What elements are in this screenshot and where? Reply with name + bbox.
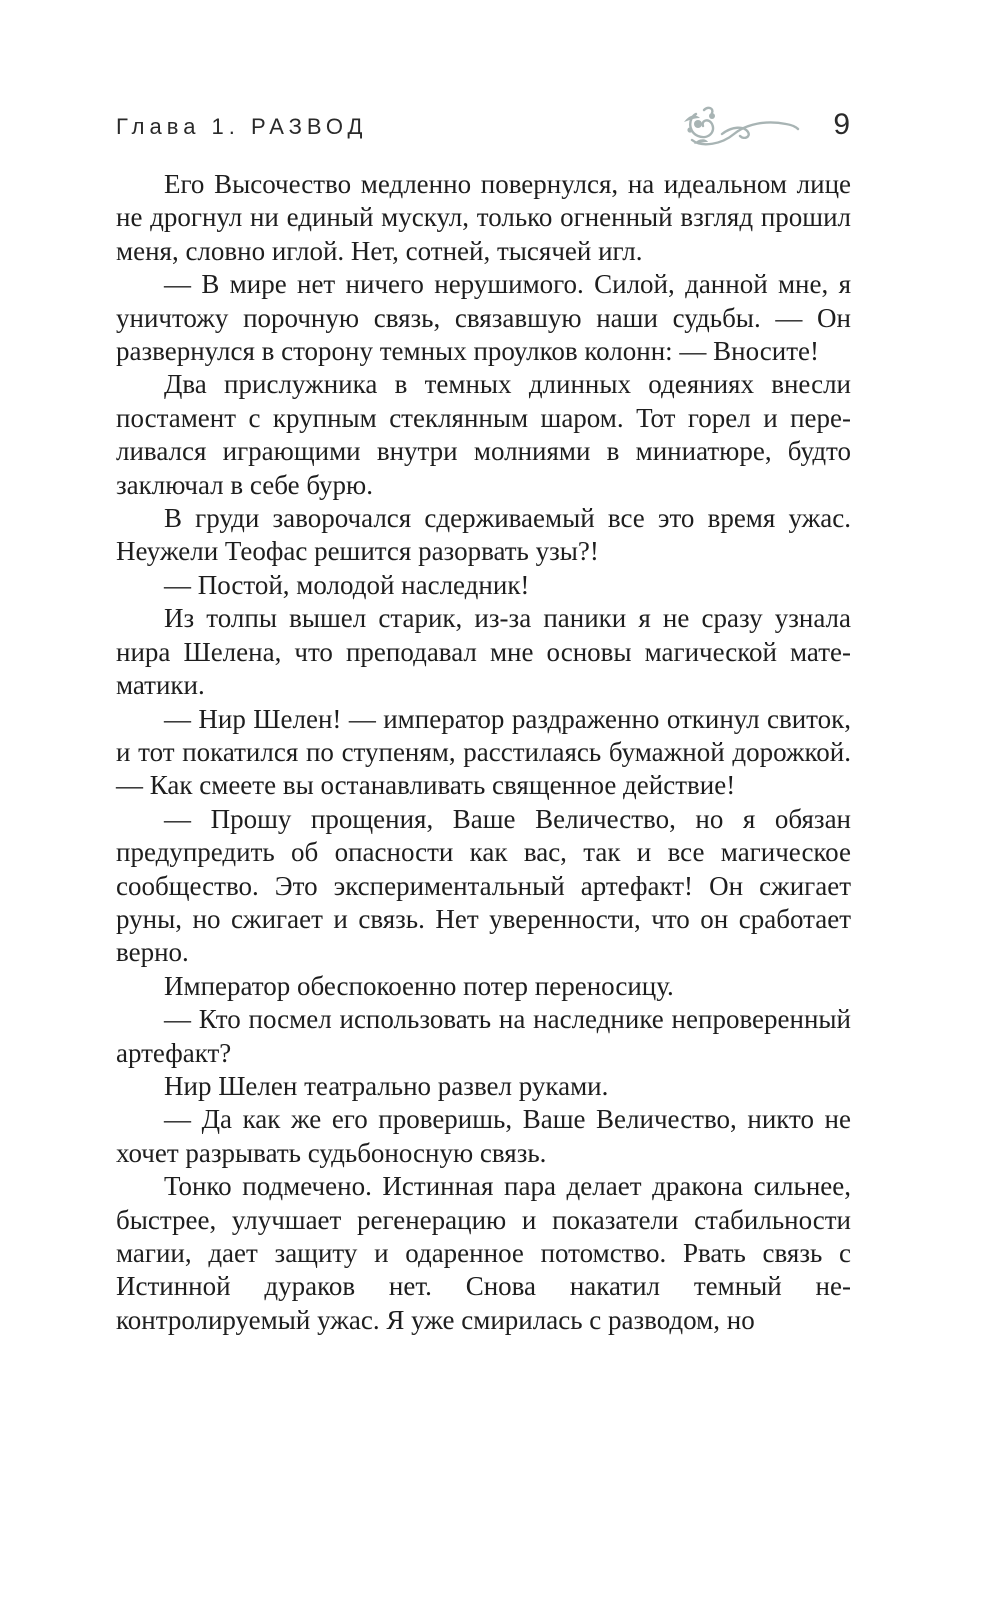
paragraph: — Прошу прощения, Ваше Величество, но я обязан предупредить об опасности как вас, так и все магическое сообщество. Это экспериментальный артефакт! Он сжигает руны, но сжигает и связь. Нет уверенности, что он сработает верно. bbox=[116, 803, 851, 968]
paragraph: Из толпы вышел старик, из-за паники я не сразу узнала нира Шелена, что преподавал мне основы магической математики. bbox=[116, 603, 851, 701]
paragraph: — В мире нет ничего нерушимого. Силой, данной мне, я уничтожу порочную связь, связавшую наши судьбы. — Он развернулся в сторону темных проулков колонн: — Вносите! bbox=[116, 269, 851, 367]
paragraph: Император обеспокоенно потер переносицу. bbox=[164, 970, 674, 1001]
flourish-ornament-icon bbox=[682, 104, 802, 148]
paragraph: В груди заворочался сдерживаемый все это время ужас. Неужели Теофас решится разорвать узы?! bbox=[116, 503, 851, 567]
body-text bbox=[116, 168, 851, 1337]
paragraph: — Постой, молодой наследник! bbox=[164, 569, 530, 600]
paragraph: Тонко подмечено. Истинная пара делает дракона сильнее, быстрее, улучшает регенерацию и показатели стабильности магии, дает защиту и одаренное потомство. Рвать связь с Истинной дураков нет. Снова накатил темный неконтролируемый ужас. Я уже смирилась с разводом, но bbox=[116, 1171, 851, 1335]
paragraph: — Да как же его проверишь, Ваше Величество, никто не хочет разрывать судьбоносную связь. bbox=[116, 1104, 851, 1168]
chapter-title: Глава 1. РАЗВОД bbox=[116, 114, 368, 139]
paragraph: Его Высочество медленно повернулся, на идеальном лице не дрогнул ни единый мускул, только огненный взгляд прошил меня, словно иглой. Нет, сотней, тысячей игл. bbox=[116, 169, 851, 266]
page-number: 9 bbox=[833, 108, 850, 141]
paragraph: — Кто посмел использовать на наследнике непроверенный артефакт? bbox=[116, 1004, 851, 1068]
paragraph: Нир Шелен театрально развел руками. bbox=[164, 1070, 609, 1101]
running-header bbox=[116, 104, 850, 154]
paragraph: Два прислужника в темных длинных одеяниях внесли постамент с крупным стеклянным шаром. Тот горел и переливался играющими внутри молниями в миниатюре, будто заключал в себе бурю. bbox=[116, 369, 851, 500]
paragraph: — Нир Шелен! — император раздраженно откинул свиток, и тот покатился по ступеням, расстилаясь бумажной дорожкой. — Как смеете вы останавливать священное действие! bbox=[116, 703, 851, 801]
